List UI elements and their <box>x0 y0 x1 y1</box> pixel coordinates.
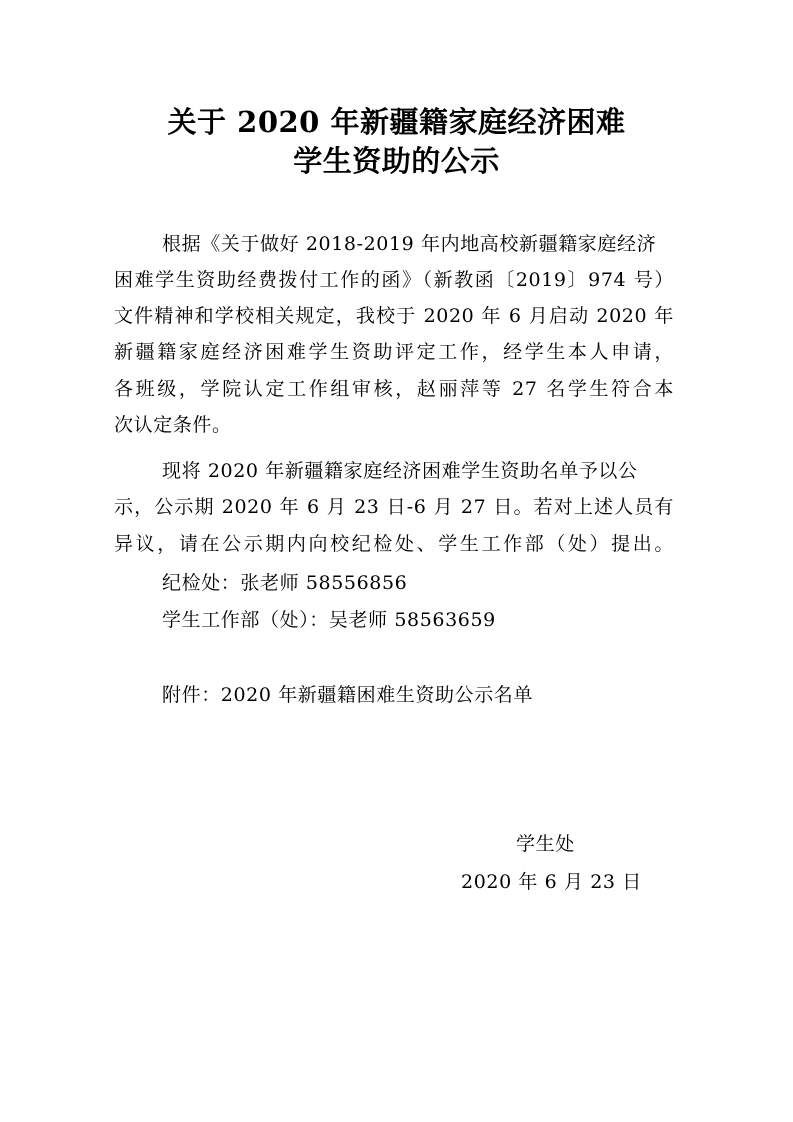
attachment-line: 附件：2020 年新疆籍困难生资助公示名单 <box>162 684 533 706</box>
body-line: 次认定条件。 <box>114 414 232 436</box>
document-title-line-1: 关于 2020 年新疆籍家庭经济困难 <box>167 105 626 139</box>
body-line: 异议，请在公示期内向校纪检处、学生工作部（处）提出。 <box>114 533 674 555</box>
document-title-line-2: 学生资助的公示 <box>293 144 500 178</box>
contact-student-affairs: 学生工作部（处）：吴老师 58563659 <box>162 609 496 631</box>
signature-org: 学生处 <box>516 833 575 855</box>
body-line: 根据《关于做好 2018-2019 年内地高校新疆籍家庭经济 <box>162 233 657 255</box>
body-line: 各班级，学院认定工作组审核，赵丽萍等 27 名学生符合本 <box>114 378 674 400</box>
body-line: 示，公示期 2020 年 6 月 23 日-6 月 27 日。若对上述人员有 <box>114 496 674 518</box>
body-line: 现将 2020 年新疆籍家庭经济困难学生资助名单予以公 <box>162 460 638 482</box>
signature-date: 2020 年 6 月 23 日 <box>461 871 642 893</box>
body-line: 文件精神和学校相关规定，我校于 2020 年 6 月启动 2020 年 <box>114 305 674 327</box>
body-line: 困难学生资助经费拨付工作的函》（新教函〔2019〕974 号） <box>114 269 674 291</box>
contact-discipline-office: 纪检处：张老师 58556856 <box>162 572 408 594</box>
body-line: 新疆籍家庭经济困难学生资助评定工作，经学生本人申请， <box>114 341 674 363</box>
